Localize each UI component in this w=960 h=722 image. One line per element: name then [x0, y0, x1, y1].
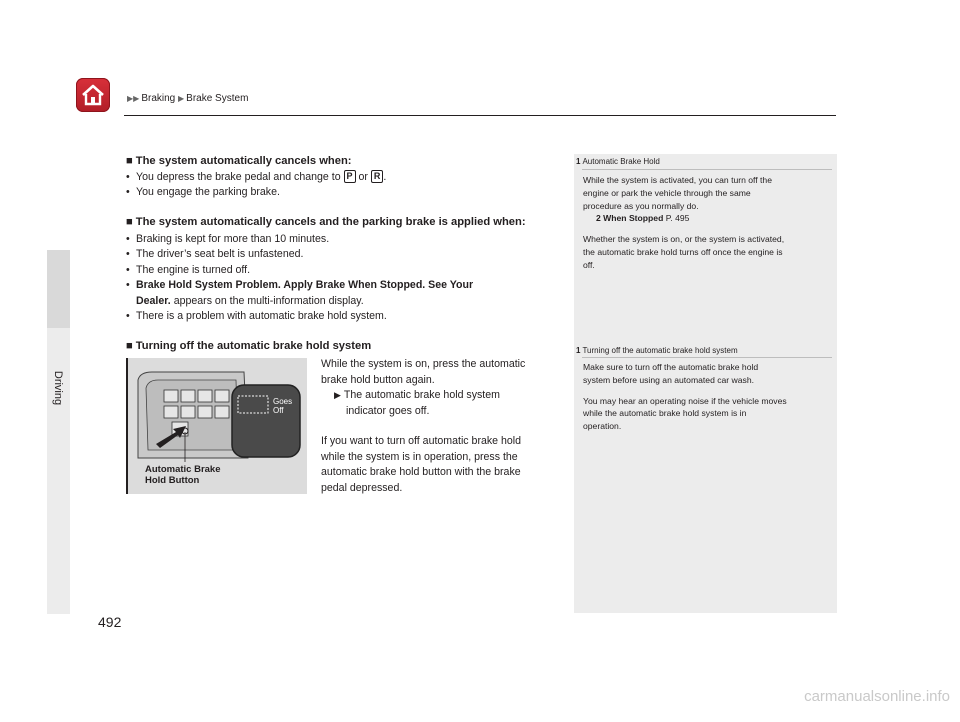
list-text-bold: Dealer. — [136, 295, 171, 307]
note-title-automatic-brake-hold — [576, 157, 660, 166]
side-tab-label-wrap — [47, 328, 70, 448]
note-line: off. — [583, 259, 595, 270]
list-text: There is a problem with automatic brake hold system. — [136, 310, 387, 322]
list-item: • Braking is kept for more than 10 minutes. — [126, 233, 330, 245]
list-item-continuation — [136, 294, 364, 309]
brake-hold-button-illustration — [126, 358, 307, 494]
section-heading-cancels — [126, 155, 352, 167]
paragraph-line: pedal depressed. — [321, 481, 403, 494]
list-item: • There is a problem with automatic brake hold system. — [126, 310, 387, 322]
reference-page: P. 495 — [663, 213, 690, 224]
reference-icon: 2 — [596, 213, 601, 224]
note-line: Make sure to turn off the automatic brake hold — [583, 362, 759, 372]
note-divider — [582, 357, 832, 358]
list-text: The driver’s seat belt is unfastened. — [136, 248, 304, 260]
square-bullet-icon: ■ — [126, 340, 133, 352]
section-heading-turning-off — [126, 340, 371, 352]
callout-line: Automatic Brake — [145, 464, 221, 475]
note-line: While the system is activated, you can turn off the — [583, 175, 772, 185]
watermark: carmanualsonline.info — [804, 688, 950, 705]
list-item: • You engage the parking brake. — [126, 186, 280, 198]
page-number: 492 — [98, 614, 122, 630]
note-line: system before using an automated car wash. — [583, 374, 755, 385]
list-item: • The driver’s seat belt is unfastened. — [126, 248, 304, 260]
note-line: engine or park the vehicle through the same — [583, 187, 751, 198]
note-body — [583, 174, 784, 272]
callout-line: Hold Button — [145, 475, 200, 486]
gear-key-r: R — [371, 170, 384, 183]
list-item: • You depress the brake pedal and change to P or R . — [126, 171, 387, 183]
note-line: procedure as you normally do. — [583, 200, 699, 211]
note-line: You may hear an operating noise if the vehicle moves — [583, 395, 787, 406]
header-divider — [124, 115, 836, 116]
list-text: You engage the parking brake. — [136, 186, 280, 198]
paragraph-press-again — [321, 357, 525, 388]
callout-brake-hold-button — [145, 464, 221, 486]
breadcrumb-link-braking[interactable]: Braking — [141, 93, 176, 104]
note-title-turning-off — [576, 346, 738, 355]
heading-text: Turning off the automatic brake hold system — [135, 340, 372, 352]
paragraph-line: automatic brake hold button with the brake — [321, 466, 521, 479]
indicator-label-line: Off — [273, 406, 284, 415]
list-text: . — [383, 171, 387, 183]
heading-text: The system automatically cancels and the parking brake is applied when: — [135, 216, 526, 228]
note-line: operation. — [583, 421, 622, 432]
list-item: • Brake Hold System Problem. Apply Brake When Stopped. See Your — [126, 279, 474, 291]
note-line: while the automatic brake hold system is in — [583, 408, 747, 419]
note-title-text: Turning off the automatic brake hold system — [582, 346, 738, 355]
cross-reference-link[interactable] — [583, 212, 784, 225]
list-text: appears on the multi-information display. — [170, 295, 364, 307]
reference-title: When Stopped — [603, 213, 664, 224]
list-item: • The engine is turned off. — [126, 264, 251, 276]
home-button[interactable] — [76, 78, 110, 112]
breadcrumb — [127, 93, 248, 104]
home-icon — [76, 78, 110, 112]
breadcrumb-arrow-icon: ▶▶ — [127, 94, 140, 103]
note-number: 1 — [576, 157, 581, 166]
note-line: the automatic brake hold turns off once the engine is — [583, 246, 783, 257]
paragraph-line: while the system is in operation, press the — [321, 450, 518, 463]
side-tab-marker — [47, 250, 70, 328]
paragraph-line: If you want to turn off automatic brake hold — [321, 435, 522, 447]
paragraph-line: brake hold button again. — [321, 373, 435, 386]
indicator-goes-off-label — [273, 397, 292, 415]
square-bullet-icon: ■ — [126, 216, 133, 228]
paragraph-line: indicator goes off. — [346, 404, 430, 417]
list-text: The engine is turned off. — [136, 264, 251, 276]
note-body — [583, 361, 787, 433]
paragraph-line: While the system is on, press the automatic — [321, 358, 526, 370]
paragraph-pedal-depressed — [321, 434, 521, 496]
side-tab-label: Driving — [52, 370, 65, 406]
breadcrumb-current: Brake System — [186, 93, 249, 104]
list-text: Braking is kept for more than 10 minutes. — [136, 233, 330, 245]
note-title-text: Automatic Brake Hold — [582, 157, 660, 166]
list-text: You depress the brake pedal and change to — [136, 171, 344, 183]
heading-text: The system automatically cancels when: — [135, 155, 352, 167]
square-bullet-icon: ■ — [126, 155, 133, 167]
gear-key-p: P — [344, 170, 356, 183]
result-arrow-icon: ▶ — [334, 390, 341, 400]
paragraph-line: The automatic brake hold system — [343, 389, 500, 401]
list-text-bold: Brake Hold System Problem. Apply Brake When Stopped. See Your — [136, 279, 474, 291]
section-heading-cancels-parking — [126, 216, 526, 228]
note-line: Whether the system is on, or the system is activated, — [583, 234, 785, 245]
note-number: 1 — [576, 346, 581, 355]
list-text: or — [355, 171, 371, 183]
indicator-label-line: Goes — [273, 397, 293, 406]
result-indicator-off — [334, 388, 500, 419]
note-divider — [582, 169, 832, 170]
breadcrumb-arrow-icon: ▶ — [178, 94, 185, 103]
